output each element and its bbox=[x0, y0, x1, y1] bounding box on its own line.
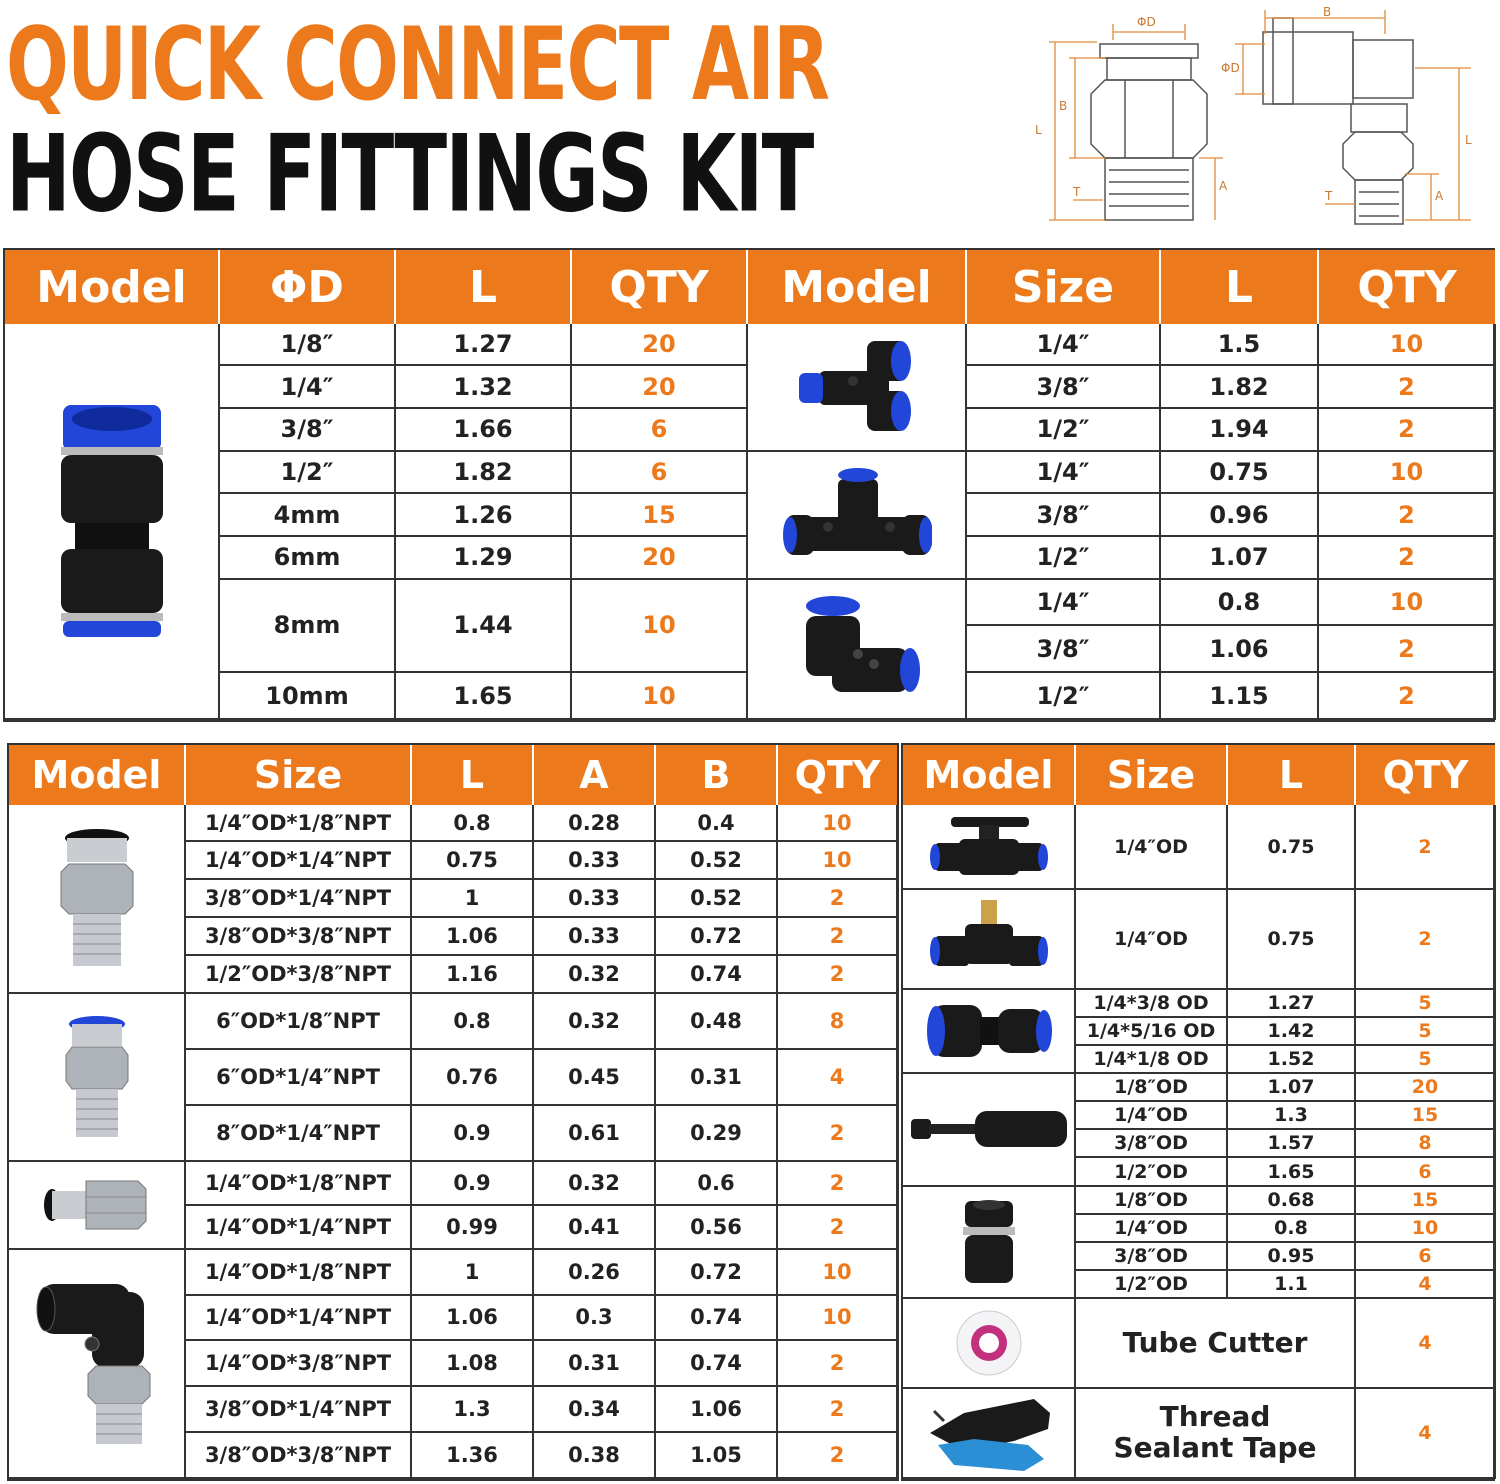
diagram-label-l: L bbox=[1035, 123, 1042, 137]
cell-l: 0.76 bbox=[411, 1049, 533, 1105]
cell-qty: 20 bbox=[1355, 1073, 1495, 1101]
cell-size: 1/4″ bbox=[966, 324, 1160, 365]
cell-l: 1 bbox=[411, 1249, 533, 1295]
cell-qty: 20 bbox=[571, 536, 747, 579]
cell-qty: 10 bbox=[777, 1249, 897, 1295]
table-push-connectors bbox=[3, 248, 1495, 722]
cell-l: 0.75 bbox=[1227, 889, 1355, 989]
cell-size: 1/4*1/8 OD bbox=[1075, 1045, 1227, 1073]
cell-qty: 2 bbox=[777, 1386, 897, 1432]
cell-qty: 2 bbox=[777, 917, 897, 955]
cell-qty: 2 bbox=[1318, 493, 1495, 536]
metric-male-connector-image bbox=[9, 993, 185, 1161]
straight-union-image bbox=[5, 324, 219, 719]
cell-a: 0.38 bbox=[533, 1432, 655, 1478]
cell-l: 1.27 bbox=[395, 324, 571, 365]
cell-qty: 4 bbox=[1355, 1298, 1495, 1388]
tool-name-line-2: Sealant Tape bbox=[1113, 1431, 1317, 1464]
cell-size: 3/8″ bbox=[966, 493, 1160, 536]
cell-qty: 10 bbox=[777, 805, 897, 841]
cell-qty: 2 bbox=[777, 1205, 897, 1249]
cell-l: 1.26 bbox=[395, 493, 571, 536]
diagram-label-l-elbow: L bbox=[1465, 133, 1472, 147]
cell-qty: 5 bbox=[1355, 1017, 1495, 1045]
cell-b: 1.06 bbox=[655, 1386, 777, 1432]
cell-size: 6″OD*1/8″NPT bbox=[185, 993, 411, 1049]
table-valves-plugs-tools bbox=[901, 743, 1495, 1481]
table-row bbox=[903, 1186, 1495, 1214]
cell-size: 1/2″ bbox=[966, 672, 1160, 719]
header-qty: QTY bbox=[1318, 250, 1495, 324]
header-size: Size bbox=[185, 745, 411, 805]
header-model: Model bbox=[9, 745, 185, 805]
cell-l: 1.94 bbox=[1160, 408, 1318, 451]
cell-qty: 8 bbox=[1355, 1129, 1495, 1157]
cell-size: 1/2″OD bbox=[1075, 1157, 1227, 1185]
cell-size: 3/8″OD*3/8″NPT bbox=[185, 917, 411, 955]
cell-od: 4mm bbox=[219, 493, 395, 536]
cell-size: 1/4″OD*1/8″NPT bbox=[185, 1249, 411, 1295]
tool-name-line-1: Thread bbox=[1159, 1400, 1271, 1434]
cell-qty: 2 bbox=[777, 1340, 897, 1386]
cell-l: 1.15 bbox=[1160, 672, 1318, 719]
cell-a: 0.32 bbox=[533, 955, 655, 993]
cell-size: 1/8″OD bbox=[1075, 1073, 1227, 1101]
cell-l: 1.32 bbox=[395, 365, 571, 408]
ball-valve-image bbox=[903, 805, 1075, 889]
cell-a: 0.33 bbox=[533, 917, 655, 955]
header-l: L bbox=[1160, 250, 1318, 324]
header-a: A bbox=[533, 745, 655, 805]
header-l: L bbox=[411, 745, 533, 805]
cell-l: 1.1 bbox=[1227, 1270, 1355, 1298]
cell-qty: 2 bbox=[777, 1432, 897, 1478]
diagram-label-t-elbow: T bbox=[1325, 189, 1333, 203]
cell-size: 1/4*5/16 OD bbox=[1075, 1017, 1227, 1045]
cell-od: 1/4″ bbox=[219, 365, 395, 408]
cell-b: 0.6 bbox=[655, 1161, 777, 1205]
header-od: ΦD bbox=[219, 250, 395, 324]
table-row bbox=[903, 805, 1495, 889]
table-row bbox=[5, 451, 1495, 494]
cell-a: 0.45 bbox=[533, 1049, 655, 1105]
cell-size: 3/8″OD*3/8″NPT bbox=[185, 1432, 411, 1478]
cell-qty: 6 bbox=[1355, 1242, 1495, 1270]
cell-l: 1.5 bbox=[1160, 324, 1318, 365]
thread-tape-roll-image bbox=[903, 1298, 1075, 1388]
diagram-label-a-elbow: A bbox=[1435, 189, 1444, 203]
cell-qty: 5 bbox=[1355, 1045, 1495, 1073]
cell-qty: 4 bbox=[1355, 1270, 1495, 1298]
cell-a: 0.26 bbox=[533, 1249, 655, 1295]
cell-od: 6mm bbox=[219, 536, 395, 579]
cell-b: 0.74 bbox=[655, 955, 777, 993]
cell-size: 1/4″OD*3/8″NPT bbox=[185, 1340, 411, 1386]
cell-size: 1/4″ bbox=[966, 451, 1160, 494]
cell-l: 1.07 bbox=[1160, 536, 1318, 579]
tee-union-image bbox=[747, 451, 966, 579]
cell-b: 0.74 bbox=[655, 1340, 777, 1386]
cell-qty: 2 bbox=[1318, 536, 1495, 579]
cell-size: 1/4″OD bbox=[1075, 889, 1227, 989]
table-header-row bbox=[5, 250, 1495, 324]
cell-b: 0.31 bbox=[655, 1049, 777, 1105]
header-l: L bbox=[395, 250, 571, 324]
cell-l: 1.42 bbox=[1227, 1017, 1355, 1045]
elbow-union-image bbox=[747, 579, 966, 720]
cell-qty: 10 bbox=[571, 672, 747, 719]
cell-l: 0.8 bbox=[411, 993, 533, 1049]
cell-l: 1.66 bbox=[395, 408, 571, 451]
table-row bbox=[903, 1073, 1495, 1101]
cell-qty: 2 bbox=[1318, 625, 1495, 672]
cell-l: 1.3 bbox=[411, 1386, 533, 1432]
cell-qty: 10 bbox=[1318, 324, 1495, 365]
cell-size: 1/4″ bbox=[966, 579, 1160, 626]
cell-a: 0.41 bbox=[533, 1205, 655, 1249]
cell-qty: 10 bbox=[777, 841, 897, 879]
title-line-2: HOSE FITTINGS KIT bbox=[6, 112, 813, 236]
cell-l: 1.36 bbox=[411, 1432, 533, 1478]
cell-size: 1/2″OD*3/8″NPT bbox=[185, 955, 411, 993]
cell-l: 0.9 bbox=[411, 1161, 533, 1205]
cell-a: 0.28 bbox=[533, 805, 655, 841]
cell-l: 0.68 bbox=[1227, 1186, 1355, 1214]
tube-cutter-label: Tube Cutter bbox=[1075, 1298, 1355, 1388]
cell-l: 1.82 bbox=[395, 451, 571, 494]
cell-od: 8mm bbox=[219, 579, 395, 673]
plug-image bbox=[903, 1073, 1075, 1185]
cell-l: 0.95 bbox=[1227, 1242, 1355, 1270]
bulkhead-image bbox=[903, 1186, 1075, 1298]
cell-l: 1.65 bbox=[395, 672, 571, 719]
diagram-label-a: A bbox=[1219, 179, 1228, 193]
cell-l: 1.27 bbox=[1227, 989, 1355, 1017]
cell-l: 0.8 bbox=[1227, 1214, 1355, 1242]
cell-b: 0.72 bbox=[655, 1249, 777, 1295]
header-qty: QTY bbox=[1355, 745, 1495, 805]
tube-cutter-image bbox=[903, 1388, 1075, 1478]
cell-b: 0.52 bbox=[655, 879, 777, 917]
cell-size: 3/8″OD*1/4″NPT bbox=[185, 879, 411, 917]
cell-qty: 2 bbox=[1355, 889, 1495, 989]
cell-b: 0.29 bbox=[655, 1105, 777, 1161]
cell-od: 3/8″ bbox=[219, 408, 395, 451]
header-qty: QTY bbox=[571, 250, 747, 324]
cell-qty: 15 bbox=[1355, 1101, 1495, 1129]
cell-l: 0.8 bbox=[411, 805, 533, 841]
cell-qty: 2 bbox=[777, 1161, 897, 1205]
diagram-label-od-elbow: ΦD bbox=[1221, 61, 1240, 75]
cell-size: 3/8″ bbox=[966, 625, 1160, 672]
cell-qty: 6 bbox=[571, 451, 747, 494]
cell-size: 3/8″ bbox=[966, 365, 1160, 408]
table-header-row bbox=[9, 745, 897, 805]
cell-qty: 6 bbox=[1355, 1157, 1495, 1185]
cell-qty: 4 bbox=[777, 1049, 897, 1105]
cell-size: 1/2″ bbox=[966, 408, 1160, 451]
cell-b: 0.4 bbox=[655, 805, 777, 841]
diagram-label-od: ΦD bbox=[1137, 15, 1156, 29]
table-row bbox=[903, 889, 1495, 989]
cell-size: 1/4″OD*1/8″NPT bbox=[185, 805, 411, 841]
cell-b: 0.72 bbox=[655, 917, 777, 955]
cell-l: 1.57 bbox=[1227, 1129, 1355, 1157]
cell-size: 3/8″OD bbox=[1075, 1242, 1227, 1270]
cell-qty: 15 bbox=[1355, 1186, 1495, 1214]
cell-l: 1.06 bbox=[1160, 625, 1318, 672]
table-row bbox=[5, 324, 1495, 365]
cell-size: 1/4″OD bbox=[1075, 805, 1227, 889]
cell-l: 1.07 bbox=[1227, 1073, 1355, 1101]
female-connector-image bbox=[9, 1161, 185, 1249]
cell-size: 3/8″OD*1/4″NPT bbox=[185, 1386, 411, 1432]
cell-size: 1/4″OD*1/4″NPT bbox=[185, 1295, 411, 1341]
cell-size: 8″OD*1/4″NPT bbox=[185, 1105, 411, 1161]
table-row bbox=[9, 1161, 897, 1205]
cell-size: 1/8″OD bbox=[1075, 1186, 1227, 1214]
cell-b: 0.56 bbox=[655, 1205, 777, 1249]
table-row bbox=[903, 1388, 1495, 1478]
cell-qty: 2 bbox=[1318, 672, 1495, 719]
table-threaded-connectors bbox=[7, 743, 899, 1481]
header-model: Model bbox=[903, 745, 1075, 805]
cell-qty: 2 bbox=[1318, 408, 1495, 451]
cell-size: 1/4*3/8 OD bbox=[1075, 989, 1227, 1017]
cell-qty: 20 bbox=[571, 324, 747, 365]
title-line-1: QUICK CONNECT AIR bbox=[6, 4, 829, 124]
cell-a: 0.33 bbox=[533, 841, 655, 879]
header-size: Size bbox=[966, 250, 1160, 324]
cell-od: 10mm bbox=[219, 672, 395, 719]
cell-l: 1.52 bbox=[1227, 1045, 1355, 1073]
header-model: Model bbox=[5, 250, 219, 324]
reducer-union-image bbox=[903, 989, 1075, 1073]
cell-qty: 10 bbox=[1318, 579, 1495, 626]
cell-l: 1.08 bbox=[411, 1340, 533, 1386]
cell-l: 0.9 bbox=[411, 1105, 533, 1161]
cell-b: 0.52 bbox=[655, 841, 777, 879]
cell-qty: 6 bbox=[571, 408, 747, 451]
cell-b: 0.48 bbox=[655, 993, 777, 1049]
cell-qty: 2 bbox=[777, 879, 897, 917]
cell-qty: 2 bbox=[1355, 805, 1495, 889]
cell-od: 1/2″ bbox=[219, 451, 395, 494]
cell-size: 1/4″OD*1/8″NPT bbox=[185, 1161, 411, 1205]
cell-qty: 15 bbox=[571, 493, 747, 536]
cell-l: 1.3 bbox=[1227, 1101, 1355, 1129]
cell-qty: 2 bbox=[777, 955, 897, 993]
cell-l: 0.75 bbox=[1160, 451, 1318, 494]
diagram-label-t: T bbox=[1073, 185, 1081, 199]
flow-control-valve-image bbox=[903, 889, 1075, 989]
cell-l: 0.8 bbox=[1160, 579, 1318, 626]
table-row bbox=[903, 989, 1495, 1017]
cell-l: 1.16 bbox=[411, 955, 533, 993]
cell-qty: 8 bbox=[777, 993, 897, 1049]
cell-size: 1/4″OD bbox=[1075, 1101, 1227, 1129]
table-row bbox=[903, 1298, 1495, 1388]
y-union-image bbox=[747, 324, 966, 451]
cell-qty: 4 bbox=[1355, 1388, 1495, 1478]
header-size: Size bbox=[1075, 745, 1227, 805]
cell-a: 0.33 bbox=[533, 879, 655, 917]
table-row bbox=[9, 993, 897, 1049]
cell-size: 1/4″OD bbox=[1075, 1214, 1227, 1242]
cell-qty: 10 bbox=[571, 579, 747, 673]
cell-size: 1/4″OD*1/4″NPT bbox=[185, 841, 411, 879]
cell-l: 1.44 bbox=[395, 579, 571, 673]
cell-qty: 2 bbox=[777, 1105, 897, 1161]
cell-l: 0.99 bbox=[411, 1205, 533, 1249]
cell-l: 0.96 bbox=[1160, 493, 1318, 536]
cell-qty: 10 bbox=[1318, 451, 1495, 494]
cell-qty: 20 bbox=[571, 365, 747, 408]
straight-male-connector-image bbox=[9, 805, 185, 993]
thread-sealant-tape-label bbox=[1075, 1388, 1355, 1478]
diagram-label-b-elbow: B bbox=[1323, 5, 1332, 19]
cell-od: 1/8″ bbox=[219, 324, 395, 365]
cell-qty: 10 bbox=[1355, 1214, 1495, 1242]
cell-size: 6″OD*1/4″NPT bbox=[185, 1049, 411, 1105]
cell-a: 0.61 bbox=[533, 1105, 655, 1161]
cell-l: 1.06 bbox=[411, 1295, 533, 1341]
header-b: B bbox=[655, 745, 777, 805]
table-row bbox=[9, 805, 897, 841]
cell-a: 0.32 bbox=[533, 993, 655, 1049]
cell-size: 1/4″OD*1/4″NPT bbox=[185, 1205, 411, 1249]
header-qty: QTY bbox=[777, 745, 897, 805]
cell-l: 1.65 bbox=[1227, 1157, 1355, 1185]
cell-qty: 5 bbox=[1355, 989, 1495, 1017]
cell-b: 1.05 bbox=[655, 1432, 777, 1478]
cell-a: 0.3 bbox=[533, 1295, 655, 1341]
table-row bbox=[9, 1249, 897, 1295]
table-row bbox=[5, 579, 1495, 626]
cell-l: 0.75 bbox=[411, 841, 533, 879]
diagram-label-b: B bbox=[1059, 99, 1068, 113]
cell-b: 0.74 bbox=[655, 1295, 777, 1341]
cell-a: 0.34 bbox=[533, 1386, 655, 1432]
header-l: L bbox=[1227, 745, 1355, 805]
header-model: Model bbox=[747, 250, 966, 324]
cell-l: 1.06 bbox=[411, 917, 533, 955]
cell-a: 0.31 bbox=[533, 1340, 655, 1386]
cell-l: 0.75 bbox=[1227, 805, 1355, 889]
cell-size: 3/8″OD bbox=[1075, 1129, 1227, 1157]
cell-qty: 10 bbox=[777, 1295, 897, 1341]
cell-a: 0.32 bbox=[533, 1161, 655, 1205]
cell-qty: 2 bbox=[1318, 365, 1495, 408]
cell-l: 1 bbox=[411, 879, 533, 917]
cell-l: 1.29 bbox=[395, 536, 571, 579]
cell-l: 1.82 bbox=[1160, 365, 1318, 408]
cell-size: 1/2″OD bbox=[1075, 1270, 1227, 1298]
table-header-row bbox=[903, 745, 1495, 805]
dimension-diagram bbox=[1025, 4, 1495, 240]
cell-size: 1/2″ bbox=[966, 536, 1160, 579]
male-elbow-connector-image bbox=[9, 1249, 185, 1478]
